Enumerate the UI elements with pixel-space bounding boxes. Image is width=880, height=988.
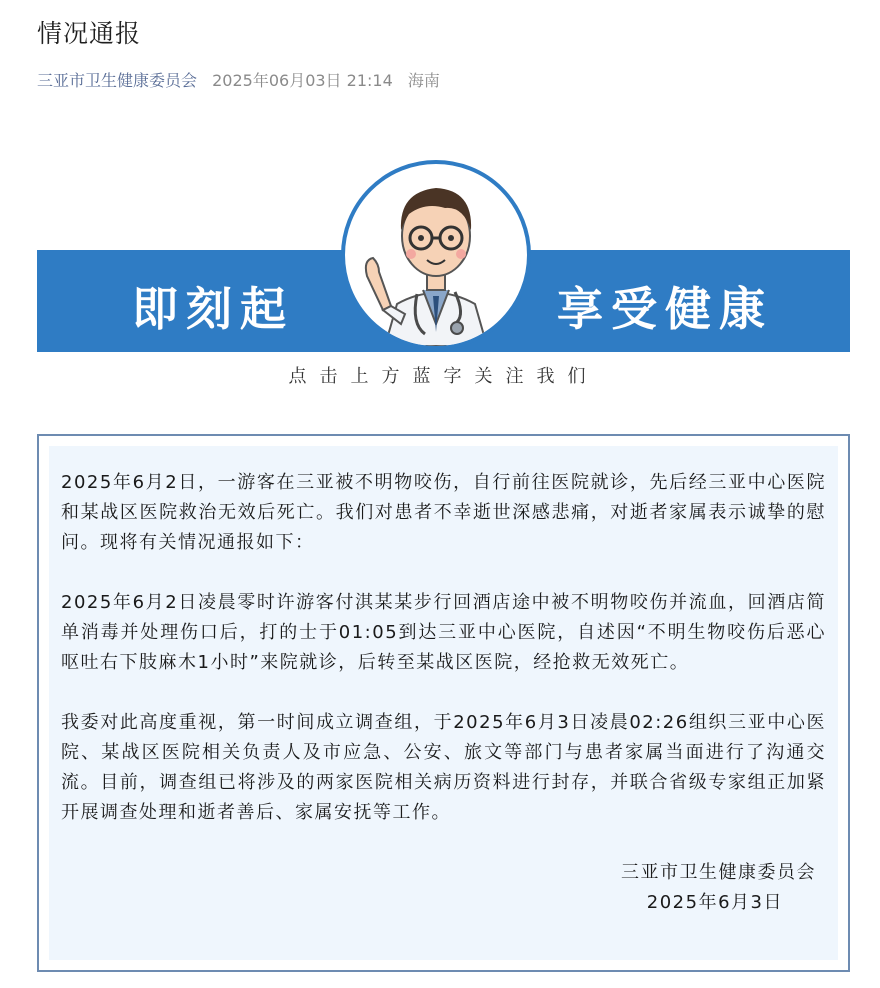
notice-content	[49, 446, 838, 960]
doctor-avatar-icon	[341, 160, 531, 350]
notice-paragraph-3: 我委对此高度重视，第一时间成立调查组，于2025年6月3日凌晨02:26组织三亚中心医院、某战区医院相关负责人及市应急、公安、旅文等部门与患者家属当面进行了沟通交流。目前，调查组已将涉及的两家医院相关病历资料进行封存，并联合省级专家组正加紧开展调查处理和逝者善后、家属安抚等工作。	[61, 712, 826, 823]
publish-location: 海南	[407, 71, 440, 90]
publish-datetime: 2025年06月03日 21:14	[212, 71, 393, 90]
notice-paragraph-1: 2025年6月2日，一游客在三亚被不明物咬伤，自行前往医院就诊，先后经三亚中心医院和某战区医院救治无效后死亡。我们对患者不幸逝世深感悲痛，对逝者家属表示诚挚的慰问。现将有关情况通报如下：	[61, 472, 826, 553]
follow-banner[interactable]	[37, 160, 850, 387]
follow-us-prompt[interactable]: 点击上方蓝字关注我们	[288, 366, 599, 387]
signature-block	[61, 858, 826, 918]
signature-org: 三亚市卫生健康委员会	[621, 862, 816, 883]
article-meta	[37, 68, 450, 91]
banner-left-text: 即刻起	[132, 282, 294, 336]
account-name-link[interactable]: 三亚市卫生健康委员会	[37, 71, 198, 90]
banner-right-text: 享受健康	[557, 282, 773, 336]
notice-paragraph-2: 2025年6月2日凌晨零时许游客付淇某某步行回酒店途中被不明物咬伤并流血，回酒店简单消毒并处理伤口后，打的士于01:05到达三亚中心医院，自述因“不明生物咬伤后恶心呕吐右下肢麻木1小时”来院就诊，后转至某战区医院，经抢救无效死亡。	[61, 592, 826, 673]
notice-box	[37, 434, 850, 972]
doctor-illustration	[345, 164, 527, 346]
article-title: 情况通报	[37, 19, 142, 48]
signature-date: 2025年6月3日	[646, 892, 783, 913]
